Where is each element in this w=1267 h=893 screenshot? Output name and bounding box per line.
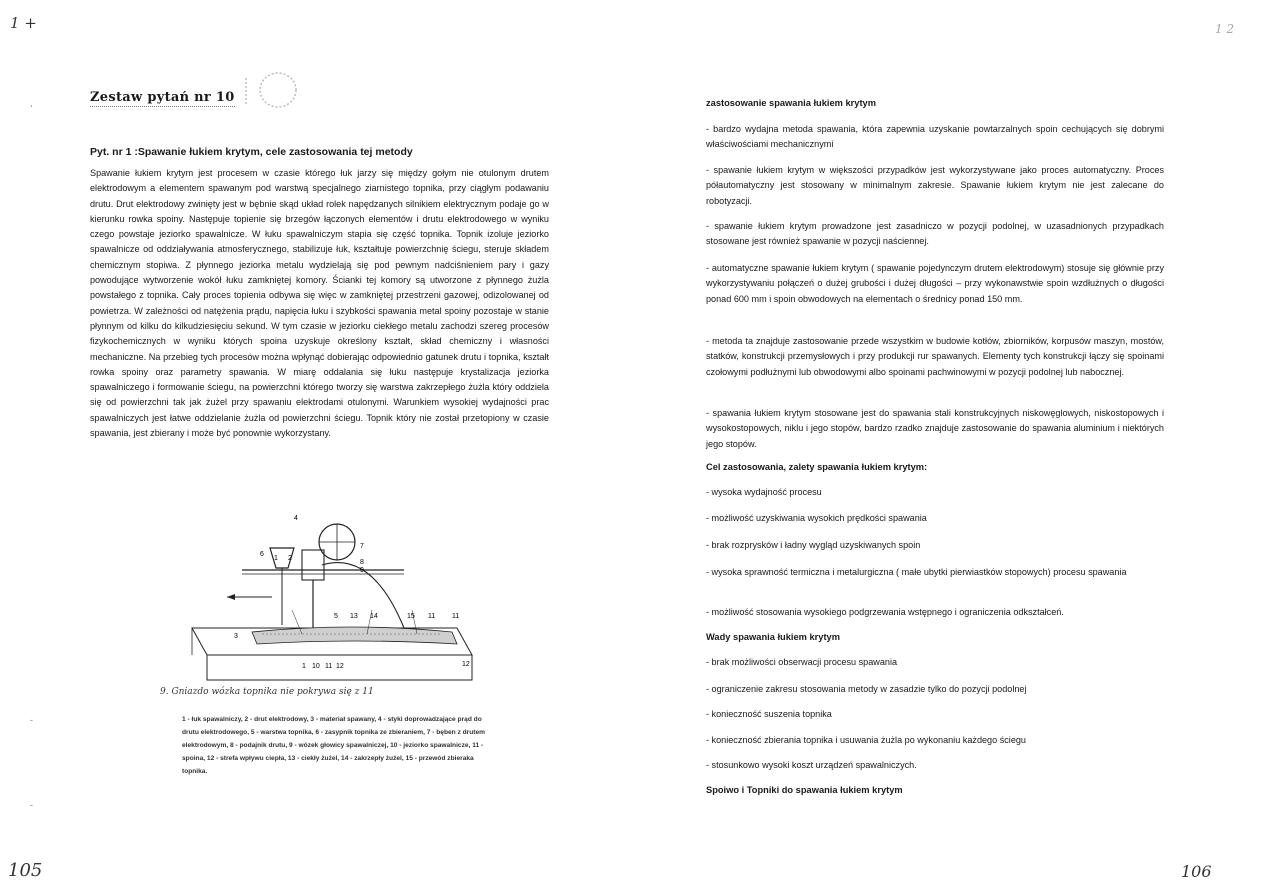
figure-label: 6: [260, 551, 264, 558]
defects-heading: Wady spawania łukiem krytym: [706, 632, 840, 642]
title-underline: [90, 106, 235, 107]
left-page: [0, 0, 633, 893]
figure-label: 12: [336, 663, 344, 670]
application-paragraph: - spawanie łukiem krytym prowadzone jest zasadniczo w pozycji podolnej, w uzasadnionych przypadkach stosowane jest również spawanie w pozycji naściennej.: [706, 221, 1164, 247]
figure-label: 1: [274, 555, 278, 562]
page-number: 106: [1181, 862, 1212, 881]
welding-diagram: [172, 510, 482, 690]
question-heading: Pyt. nr 1 :Spawanie łukiem krytym, cele zastosowania tej metody: [90, 146, 413, 158]
figure-label: 15: [407, 613, 415, 620]
application-paragraph: - spawanie łukiem krytym w większości przypadków jest wykorzystywane jako proces automatyczny. Proces półautomatyczny jest stosowany w minimalnym zakresie. Spawanie łukiem krytym nie jest zalecane do robotyzacji.: [706, 165, 1164, 206]
margin-mark: -: [30, 715, 33, 725]
figure-label: 11: [428, 613, 436, 620]
defect-item: - ograniczenie zakresu stosowania metody w zasadzie tylko do pozycji podolnej: [706, 684, 1027, 694]
application-paragraph: - automatyczne spawanie łukiem krytym ( spawanie pojedynczym drutem elektrodowym) stosuje się głównie przy wykorzystywaniu połączeń o dużej grubości i dużej długości – przy wykonawstwie spoin wzdłużnych o długości ponad 600 mm i spoin obwodowych na elementach o średnicy ponad 150 mm.: [706, 263, 1164, 304]
figure-label: 8: [360, 559, 364, 566]
figure-label: 4: [294, 515, 298, 522]
figure-label: 13: [350, 613, 358, 620]
set-title-text: Zestaw pytań nr 10: [90, 90, 235, 105]
figure-label: 11: [325, 663, 333, 670]
figure-label: 9: [360, 567, 364, 574]
figure-label: 10: [312, 663, 320, 670]
right-page: [633, 0, 1267, 893]
handwritten-ten-stamp: [232, 66, 312, 110]
figure-caption: 1 - łuk spawalniczy, 2 - drut elektrodowy, 3 - materiał spawany, 4 - styki doprowadzające prąd do drutu elektrodowego, 5 - warstwa topnika, 6 - zasypnik topnika ze zbieraniem, 7 - bęben z drutem elektrodowym, 8 - podajnik drutu, 9 - wózek głowicy spawalniczej, 10 - jeziorko spawalnicze, 11 - spoina, 12 - strefa wpływu ciepła, 13 - ciekły żużel, 14 - zakrzepły żużel, 15 - przewód zbieraka topnika.: [182, 716, 486, 775]
figure-label: 11: [452, 613, 460, 620]
margin-mark: -: [30, 800, 33, 810]
corner-mark: 1 +: [10, 14, 37, 32]
advantage-item: - brak rozprysków i ładny wygląd uzyskiwanych spoin: [706, 540, 921, 550]
margin-mark: ,: [30, 98, 33, 108]
application-paragraph: - bardzo wydajna metoda spawania, która zapewnia uzyskanie powtarzalnych spoin cechujących się dobrymi właściwościami mechanicznymi: [706, 124, 1164, 150]
answer-body: Spawanie łukiem krytym jest procesem w czasie którego łuk jarzy się między gołym nie otulonym drutem elektrodowym a elementem spawanym pod warstwą specjalnego ziarnistego topnika, przy ciągłym podawaniu drutu. Drut elektrodowy zwinięty jest w bębnie skąd układ rolek napędzanych silnikiem elektrycznym podaje go w kierunku rowka spoiny. Następuje topienie się brzegów łączonych elementów i drutu elektrodowego w wyniku czego powstaje jeziorko spawalnicze. W łuku spawalniczym stapia się część topnika. Topnik izoluje jeziorko spawalnicze od oddziaływania atmosferycznego, stabilizuje łuk, kształtuje powierzchnię ściegu, steruje składem chemicznym stopiwa. Z płynnego jeziorka metalu wydzielają się pod pewnym nadciśnieniem pary i gazy powodujące wytworzenie wokół łuku zamkniętej komory. Ścianki tej komory są utworzone z płynnego żużla powstałego z topnika. Cały proces topienia odbywa się więc w zamkniętej przestrzeni gazowej, odizolowanej od powietrza. W zależności od natężenia prądu, napięcia łuku i szybkości spawania metal spoiny pozostaje w stanie płynnym od kilku do kilkudziesięciu sekund. W tym czasie w jeziorku ciekłego metalu zachodzi szereg procesów fizykochemicznych w wyniku których spoina uzyskuje określony kształt, skład chemiczny i własności mechaniczne. Na przebieg tych procesów można wpłynąć dobierając odpowiednio gatunek drutu i topnika, kształt rowka spoiny oraz parametry spawania. W miarę oddalania się łuku następuje krystalizacja jeziorka spawalniczego i formowanie ściegu, na powierzchni którego tworzy się warstwa zakrzepłego żużla który oddziela się od powierzchni tak jak żużel przy spawaniu elektrodami otulonymi. Warunkiem wysokiej wydajności prac spawalniczych jest łatwe oddzielanie żużla od powierzchni ściegu. Topnik który nie został przetopiony w czasie spawania, jest zbierany i może być ponownie wykorzystany.: [90, 168, 549, 439]
defect-item: - konieczność zbierania topnika i usuwania żużla po wykonaniu każdego ściegu: [706, 735, 1026, 745]
defect-item: - brak możliwości obserwacji procesu spawania: [706, 657, 898, 667]
application-paragraph: - spawania łukiem krytym stosowane jest do spawania stali konstrukcyjnych niskowęglowych, niskostopowych i wysokostopowych, niklu i jego stopów, bardzo rzadko znajduje zastosowanie do spawania aluminium i niektórych jego stopów.: [706, 408, 1164, 449]
defect-item: - konieczność suszenia topnika: [706, 709, 832, 719]
figure-label: 12: [462, 661, 470, 668]
defect-item: - stosunkowo wysoki koszt urządzeń spawalniczych.: [706, 760, 917, 770]
advantage-item: - możliwość stosowania wysokiego podgrzewania wstępnego i ograniczenia odkształceń.: [706, 607, 1064, 617]
page-number: 105: [8, 860, 43, 881]
figure-label: 14: [370, 613, 378, 620]
application-paragraph: - metoda ta znajduje zastosowanie przede wszystkim w budowie kotłów, zbiorników, korpusów maszyn, mostów, statków, konstrukcji przemysłowych i przy produkcji rur spawanych. Elementy tych konstrukcji łączy się spoinami czołowymi podłużnymi lub obwodowymi albo spoinami pachwinowymi w pozycji podolnej lub nabocznej.: [706, 336, 1164, 377]
figure-label: 3: [234, 633, 238, 640]
advantage-item: - wysoka sprawność termiczna i metalurgiczna ( małe ubytki pierwiastków stopowych) procesu spawania: [706, 567, 1127, 577]
applications-heading: zastosowanie spawania łukiem krytym: [706, 98, 876, 108]
corner-mark: 1 2: [1215, 22, 1235, 36]
figure-label: 7: [360, 543, 364, 550]
figure-label: 5: [334, 613, 338, 620]
figure-label: 2: [288, 555, 292, 562]
advantages-heading: Cel zastosowania, zalety spawania łukiem krytym:: [706, 462, 928, 472]
set-title: [90, 90, 235, 105]
advantage-item: - możliwość uzyskiwania wysokich prędkości spawania: [706, 513, 927, 523]
handwritten-figure-note: 9. Gniazdo wózka topnika nie pokrywa się z 11: [160, 687, 374, 697]
advantage-item: - wysoka wydajność procesu: [706, 487, 822, 497]
filler-flux-heading: Spoiwo i Topniki do spawania łukiem krytym: [706, 785, 903, 795]
figure-label: 1: [302, 663, 306, 670]
